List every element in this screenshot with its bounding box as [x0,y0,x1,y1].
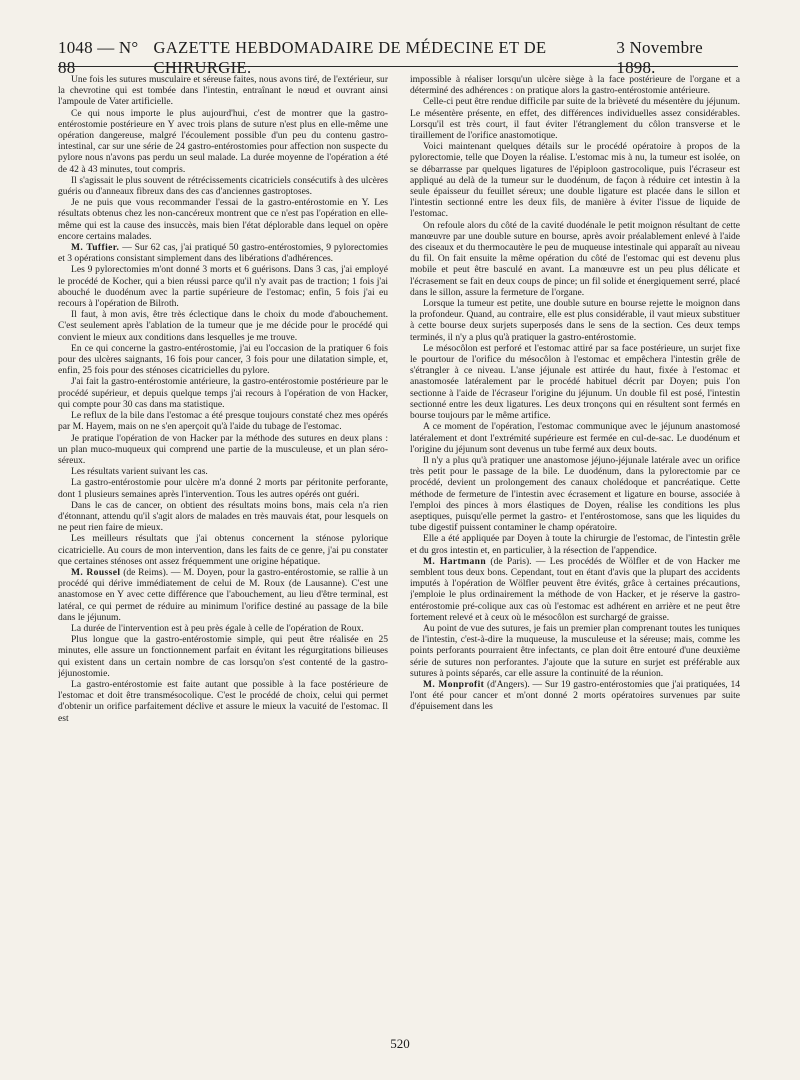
paragraph [58,264,388,309]
paragraph-text: Il faut, à mon avis, être très éclectique dans le choix du mode d'abouchement. C'est seulement après l'ablation de la tumeur que je me décide pour le procédé qui convient le mieux aux conditions dans lesquelles je me trouve. [58,309,388,343]
paragraph-text: (d'Angers). — Sur 19 gastro-entérostomies que j'ai pratiquées, 14 l'ont été pour cancer et m'ont donné 2 morts opératoires survenues par suite d'épuisement dans les [410,678,740,713]
paragraph [410,455,740,533]
paragraph [410,679,740,713]
paragraph-text: Je ne puis que vous recommander l'essai de la gastro-entérostomie en Y. Les résultats obtenus chez les non-cancéreux montrent que ce n'est pas l'opération en elle-même qui est la cause des insuccès, mais bien l'état déplorable dans lequel on opère encore certains malades. [58,197,388,242]
paragraph-text: On refoule alors du côté de la cavité duodénale le petit moignon résultant de cette manœuvre par une double suture en bourse, après avoir préalablement enlevé à l'aide des ciseaux et du thermocautère le peu de muqueuse intestinale qui apparaît au niveau du fil. On fait ensuite la même opération du côté de l'estomac qui est devenu plus mobile et peut être basculé en avant. La manœuvre est un peu plus délicate et l'écrasement se fait en deux coups de pince; un fil solide et énergiquement serré, placé dans le sillon, assure la fermeture de l'organe. [410,219,740,298]
paragraph [58,500,388,534]
paragraph [58,410,388,432]
paragraph-text: Il s'agissait le plus souvent de rétrécissements cicatriciels consécutifs à des ulcères guéris ou d'anneaux fibreux dans des cas d'anciennes gastroptoses. [58,174,388,198]
paragraph-text: A ce moment de l'opération, l'estomac communique avec le jéjunum anastomosé latéralement et dont l'extrémité supérieure est fermée en cul-de-sac. Le duodénum et l'origine du jéjunum sont devenus un tube fermé aux deux bouts. [410,421,740,455]
speaker-name: M. Roussel [71,566,121,578]
header-journal-title: GAZETTE HEBDOMADAIRE DE MÉDECINE ET DE CHIRURGIE. [153,38,547,77]
speaker-name: M. Monprofit [423,678,485,690]
paragraph [410,343,740,421]
paragraph-text: — Sur 62 cas, j'ai pratiqué 50 gastro-entérostomies, 9 pylorectomies et 3 opérations consistant simplement dans des libérations d'adhérences. [58,242,388,265]
paragraph [410,220,740,298]
paragraph [58,567,388,623]
paragraph-text: (de Paris). — Les procédés de Wölfler et de von Hacker me semblent tous deux bons. Cependant, tout en étant d'avis que la plupart des accidents imputés à l'opération de Wölfler peuvent être évités, grâce à certaines précautions, j'emploie le plus ordinairement la méthode de von Hacker, et je réserve la gastro-entérostomie pré-colique aux cas où l'estomac est adhérent en arrière et ne peut être fortement relevé et à ceux où le mésocôlon est surchargé de graisse. [410,555,740,623]
header-date: 3 Novembre 1898. [616,38,703,77]
paragraph-text: En ce qui concerne la gastro-entérostomie, j'ai eu l'occasion de la pratiquer 6 fois pour des ulcères saignants, 16 fois pour cancer, 3 fois pour une dilatation simple, et, enfin, 25 fois pour des sténoses cicatricielles du pylore. [58,342,388,377]
paragraph [410,298,740,343]
paragraph [410,533,740,555]
paragraph-text: Elle a été appliquée par Doyen à toute la chirurgie de l'estomac, de l'intestin grêle et du gros intestin et, en particulier, à la résection de l'appendice. [410,533,740,556]
paragraph [58,343,388,377]
paragraph-text: Une fois les sutures musculaire et séreuse faites, nous avons tiré, de l'extérieur, sur la chevrotine qui est tombée dans l'intestin, entraînant le nœud et ouvrant ainsi l'ampoule de Vater artificielle. [58,74,388,108]
paragraph-text: La gastro-entérostomie est faite autant que possible à la face postérieure de l'estomac et doit être transmésocolique. C'est le procédé de choix, celui qui permet d'obtenir un orifice parfaitement déclive et assure le mieux la vacuité de l'estomac. Il est [58,678,388,724]
paragraph-text: Le reflux de la bile dans l'estomac a été presque toujours constaté chez mes opérés par M. Hayem, mais on ne s'en aperçoit qu'à l'aide du tubage de l'estomac. [58,410,388,433]
header-rule [58,66,738,67]
paragraph [58,175,388,197]
paragraph [410,556,740,623]
running-header [58,38,738,77]
paragraph-text: La durée de l'intervention est à peu près égale à celle de l'opération de Roux. [71,622,364,634]
paragraph [58,466,388,477]
header-page-issue: 1048 — N° 88 [58,38,139,77]
paragraph-text: Il n'y a plus qu'à pratiquer une anastomose jéjuno-jéjunale latérale avec un orifice très petit pour le passage de la bile. Le duodénum, dans la pylorectomie par ce procédé, devient un prolongement des canaux cholédoque et pancréatique. Cette méthode de fermeture de l'intestin avec écrasement et ligature en bourse, associée à l'emploi des pinces à mors élastiques de Doyen, réalise les conditions les plus aseptiques, puisqu'elle permet la gastro- et l'entérostomose, sans que les liquides du tube digestif puissent contaminer le champ opératoire. [410,454,740,534]
paragraph-text: Plus longue que la gastro-entérostomie simple, qui peut être réalisée en 25 minutes, elle assure un fonctionnement parfait en évitant les régurgitations bilieuses qui existent dans un certain nombre de cas lorsqu'on s'est contenté de la gastro-jéjunostomie. [58,634,388,679]
left-column [58,74,388,1012]
paragraph [58,242,388,264]
paragraph [58,634,388,679]
paragraph [58,74,388,108]
paragraph [58,477,388,499]
paragraph-text: La gastro-entérostomie pour ulcère m'a donné 2 morts par péritonite perforante, dont 1 plusieurs semaines après l'intervention. Tous les autres opérés ont guéri. [58,477,388,500]
paragraph [58,433,388,467]
paragraph-text: Je pratique l'opération de von Hacker par la méthode des sutures en deux plans : un plan muco-muqueux qui comprend une partie de la musculeuse, et un plan séro-séreux. [58,432,388,466]
paragraph [58,309,388,343]
paragraph-text: (de Reims). — M. Doyen, pour la gastro-entérostomie, se rallie à un procédé qui dérive immédiatement de celui de M. Roux (de Lausanne). C'est une anastomose en Y avec cette différence que l'abouchement, au lieu d'être terminal, est latéral, ce qui permet de réduire au minimum l'orifice destiné au passage de la bile dans le jéjunum. [58,566,388,623]
paragraph [410,74,740,96]
speaker-name: M. Tuffier. [71,242,120,254]
paragraph-text: Les résultats varient suivant les cas. [71,466,208,478]
paragraph-text: J'ai fait la gastro-entérostomie antérieure, la gastro-entérostomie postérieure par le procédé supérieur, et depuis quelque temps j'ai recours à l'opération de von Hacker, qui compte pour 30 cas dans ma statistique. [58,376,388,410]
paragraph [58,623,388,634]
paragraph-text: Le mésocôlon est perforé et l'estomac attiré par sa face postérieure, un surjet fixe le pourtour de l'orifice du mésocôlon à l'estomac et empêchera l'intestin grêle de s'étrangler à ce niveau. L'anse jéjunale est attirée du haut, fixée à l'estomac et anastomosée latéralement par le procédé habituel décrit par Doyen; puis l'on sectionne à l'aide de l'écraseur l'origine du jéjunum. Un double fil est posé, l'intestin sectionné entre les deux ligatures. Les deux tronçons qui en résultent sont fermés en bourse toujours par le même artifice. [410,342,740,422]
paragraph-text: Dans le cas de cancer, on obtient des résultats moins bons, mais cela n'a rien d'étonnant, attendu qu'il s'agit alors de malades en très mauvais état, pour lesquels on ne peut rien faire de mieux. [58,499,388,534]
paragraph [410,141,740,219]
paragraph [58,197,388,242]
paragraph-text: Au point de vue des sutures, je fais un premier plan comprenant toutes les tuniques de l'intestin, c'est-à-dire la muqueuse, la musculeuse et la séreuse; mais, comme les points perforants pourraient être infectants, ce plan doit être entouré d'une deuxième série de sutures non perforantes. J'ajoute que la suture en surjet est préférable aux sutures à points séparés, car elle assure la continuité de la réunion. [410,622,740,679]
page-number: 520 [390,1036,410,1051]
paragraph-text: Les meilleurs résultats que j'ai obtenus concernent la sténose pylorique cicatricielle. Au cours de mon intervention, dans les faits de ce genre, j'ai pu constater que certaines sténoses ont assez fréquemment une origine hépatique. [58,533,388,567]
paragraph-text: Les 9 pylorectomies m'ont donné 3 morts et 6 guérisons. Dans 3 cas, j'ai employé le procédé de Kocher, qui a bien réussi parce qu'il n'y avait pas de traction; 1 fois j'ai abouché le duodénum avec la partie supérieure de l'estomac; enfin, 5 fois j'ai eu recours à l'opération de Bilroth. [58,264,388,310]
paragraph [410,421,740,455]
paragraph-text: Ce qui nous importe le plus aujourd'hui, c'est de montrer que la gastro-entérostomie postérieure en Y avec trois plans de suture n'est plus en elle-même une opération dangereuse, malgré l'écoulement possible d'un peu du contenu gastro-intestinal, car sur une série de 24 gastro-entérostomies pour affection non suspecte du pylore nous n'avons pas perdu un seul malade. La durée moyenne de l'opération a été de 42 à 43 minutes, tout compris. [58,107,388,175]
paragraph [58,376,388,410]
speaker-name: M. Hartmann [423,555,487,567]
paragraph [58,108,388,175]
paragraph [410,96,740,141]
paragraph [58,533,388,567]
right-column [410,74,740,1012]
paragraph-text: Lorsque la tumeur est petite, une double suture en bourse rejette le moignon dans la profondeur. Quand, au contraire, elle est plus considérable, il vaut mieux substituer à cette bourse deux surjets superposés dans le sens de la section. Ces deux temps terminés, il n'y a plus qu'à pratiquer la gastro-entérostomie. [410,298,740,343]
paragraph-text: Voici maintenant quelques détails sur le procédé opératoire à propos de la pylorectomie, telle que Doyen la réalise. L'estomac mis à nu, la tumeur est isolée, on se débarrasse par quelques ligatures de l'épiploon gastrocolique, puis l'écraseur est appliqué au delà de la tumeur sur le duodénum, de façon à réduire cet intestin à la seule épaisseur du feuillet séreux; une double ligature est placée dans le sillon et l'intestin sectionné entre les deux fils, de manière à éviter l'issue de liquide de l'estomac. [410,141,740,220]
paragraph-text: impossible à réaliser lorsqu'un ulcère siège à la face postérieure de l'organe et a déterminé des adhérences : on pratique alors la gastro-entérostomie antérieure. [410,74,740,97]
paragraph [410,623,740,679]
paragraph [58,679,388,724]
paragraph-text: Celle-ci peut être rendue difficile par suite de la brièveté du mésentère du jéjunum. Le mésentère présente, en effet, des différences individuelles assez considérables. Lorsqu'il est très court, il faut éviter l'étranglement du côlon transverse et le tiraillement de l'orifice anastomotique. [410,96,740,142]
